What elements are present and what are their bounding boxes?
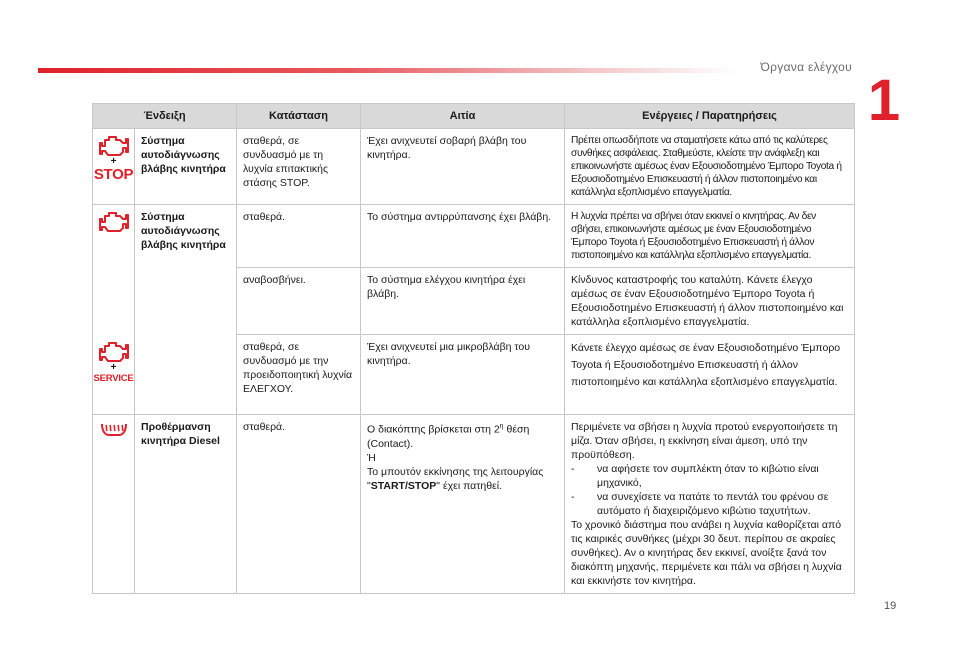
chapter-number: 1 [867,68,901,133]
list-item [571,490,848,518]
action-cell: Κάνετε έλεγχο αμέσως σε έναν Εξουσιοδοτημένο Έμπορο Toyota ή Εξουσιοδοτημένο Επισκευαστή ή άλλον πιστοποιημένο και κατάλληλα εξοπλισμένο επαγγελματία. [565,335,855,415]
action-outro: Το χρονικό διάστημα που ανάβει η λυχνία καθορίζεται από τις καιρικές συνθήκες (μέχρι 30 δευτ. περίπου σε ακραίες συνθήκες). Αν ο κινητήρας δεν εκκινεί, ανοίξτε ξανά τον διακόπτη μηχανής, περιμένετε και πάλι να σβήσει η λυχνία και εκκινήστε τον κινητήρα. [571,519,842,587]
list-item [571,462,848,490]
cause-cell: Το σύστημα ελέγχου κινητήρα έχει βλάβη. [361,268,565,335]
indicator-cell [93,205,135,335]
indicator-cell [93,415,135,594]
cause-superscript: η [499,423,504,430]
start-stop-label: START/STOP [370,479,437,492]
stop-badge: STOP [93,166,134,183]
plus-sign: + [110,361,117,373]
cause-cell [361,415,565,594]
bullet-text: να αφήσετε τον συμπλέκτη όταν το κιβώτιο είναι μηχανικό, [597,463,819,489]
header-state: Κατάσταση [237,104,361,129]
cause-text: Το μπουτόν εκκίνησης της λειτουργίας " [367,465,544,492]
action-cell: Κίνδυνος καταστροφής του καταλύτη. Κάνετε έλεγχο αμέσως σε έναν Εξουσιοδοτημένο Έμπορο Toyota ή Εξουσιοδοτημένο Επισκευαστή ή άλλον πιστοποιημένο και κατάλληλα εξοπλισμένο επαγγελματία. [565,268,855,335]
action-intro: Περιμένετε να σβήσει η λυχνία προτού ενεργοποιήσετε τη μίζα. Όταν σβήσει, η εκκίνηση είναι άμεση, υπό την προϋπόθεση. [571,421,838,461]
section-title: Όργανα ελέγχου [760,60,852,74]
warning-lights-table [92,103,855,594]
cause-text: θέση (Contact). [367,423,530,450]
cause-cell: Το σύστημα αντιρρύπανσης έχει βλάβη. [361,205,565,268]
header-accent-bar [38,68,738,73]
indicator-name: Προθέρμανση κινητήρα Diesel [135,415,237,594]
engine-icon [99,211,129,233]
state-cell: σταθερά, σε συνδυασμό με την προειδοποιητική λυχνία ΕΛΕΓΧΟΥ. [237,335,361,415]
table-header-row [93,104,855,129]
action-cell [565,415,855,594]
bullet-dash: - [571,463,575,475]
engine-icon [99,135,129,157]
header-indicator: Ένδειξη [93,104,237,129]
state-cell: αναβοσβήνει. [237,268,361,335]
cause-text: " έχει πατηθεί. [436,479,502,492]
action-cell: Η λυχνία πρέπει να σβήνει όταν εκκινεί ο κινητήρας. Αν δεν σβήσει, επικοινωνήστε αμέσως με έναν Εξουσιοδοτημένο Έμπορο Toyota ή Εξουσιοδοτημένο Επισκευαστή ή άλλον πιστοποιημένο και κατάλληλα εξοπλισμένο επαγγελματία. [565,205,855,268]
action-cell: Πρέπει οπωσδήποτε να σταματήσετε κάτω από τις καλύτερες συνθήκες ασφάλειας. Σταθμεύστε, κλείστε την ανάφλεξη και επικοινωνήστε αμέσως έναν Εξουσιοδοτημένο Έμπορο Toyota ή Εξουσιοδοτημένο Επισκευαστή ή άλλον πιστοποιημένο και κατάλληλα εξοπλισμένο επαγγελματία. [565,129,855,205]
state-cell: σταθερά. [237,415,361,594]
state-cell: σταθερά. [237,205,361,268]
bullet-text: να συνεχίσετε να πατάτε το πεντάλ του φρένου σε αυτόματο ή διαχειριζόμενο κιβώτιο ταχυτήτων. [597,491,829,517]
plus-sign: + [110,156,117,167]
indicator-cell [93,335,135,415]
service-badge: SERVICE [93,372,134,384]
glow-plug-icon [99,421,129,441]
indicator-name: Σύστημα αυτοδιάγνωσης βλάβης κινητήρα [135,205,237,415]
bullet-dash: - [571,491,575,503]
table-row [93,415,855,594]
cause-text: Ή [367,451,376,464]
engine-icon [99,341,129,363]
header-cause: Αιτία [361,104,565,129]
indicator-cell [93,129,135,205]
table-row [93,205,855,268]
state-cell: σταθερά, σε συνδυασμό με τη λυχνία επιτακτικής στάσης STOP. [237,129,361,205]
cause-cell: Έχει ανιχνευτεί μια μικροβλάβη του κινητήρα. [361,335,565,415]
table-row [93,129,855,205]
cause-text: Ο διακόπτης βρίσκεται στη 2 [367,423,500,436]
indicator-name: Σύστημα αυτοδιάγνωσης βλάβης κινητήρα [135,129,237,205]
cause-cell: Έχει ανιχνευτεί σοβαρή βλάβη του κινητήρα. [361,129,565,205]
page-number: 19 [884,600,897,612]
header-actions: Ενέργειες / Παρατηρήσεις [565,104,855,129]
